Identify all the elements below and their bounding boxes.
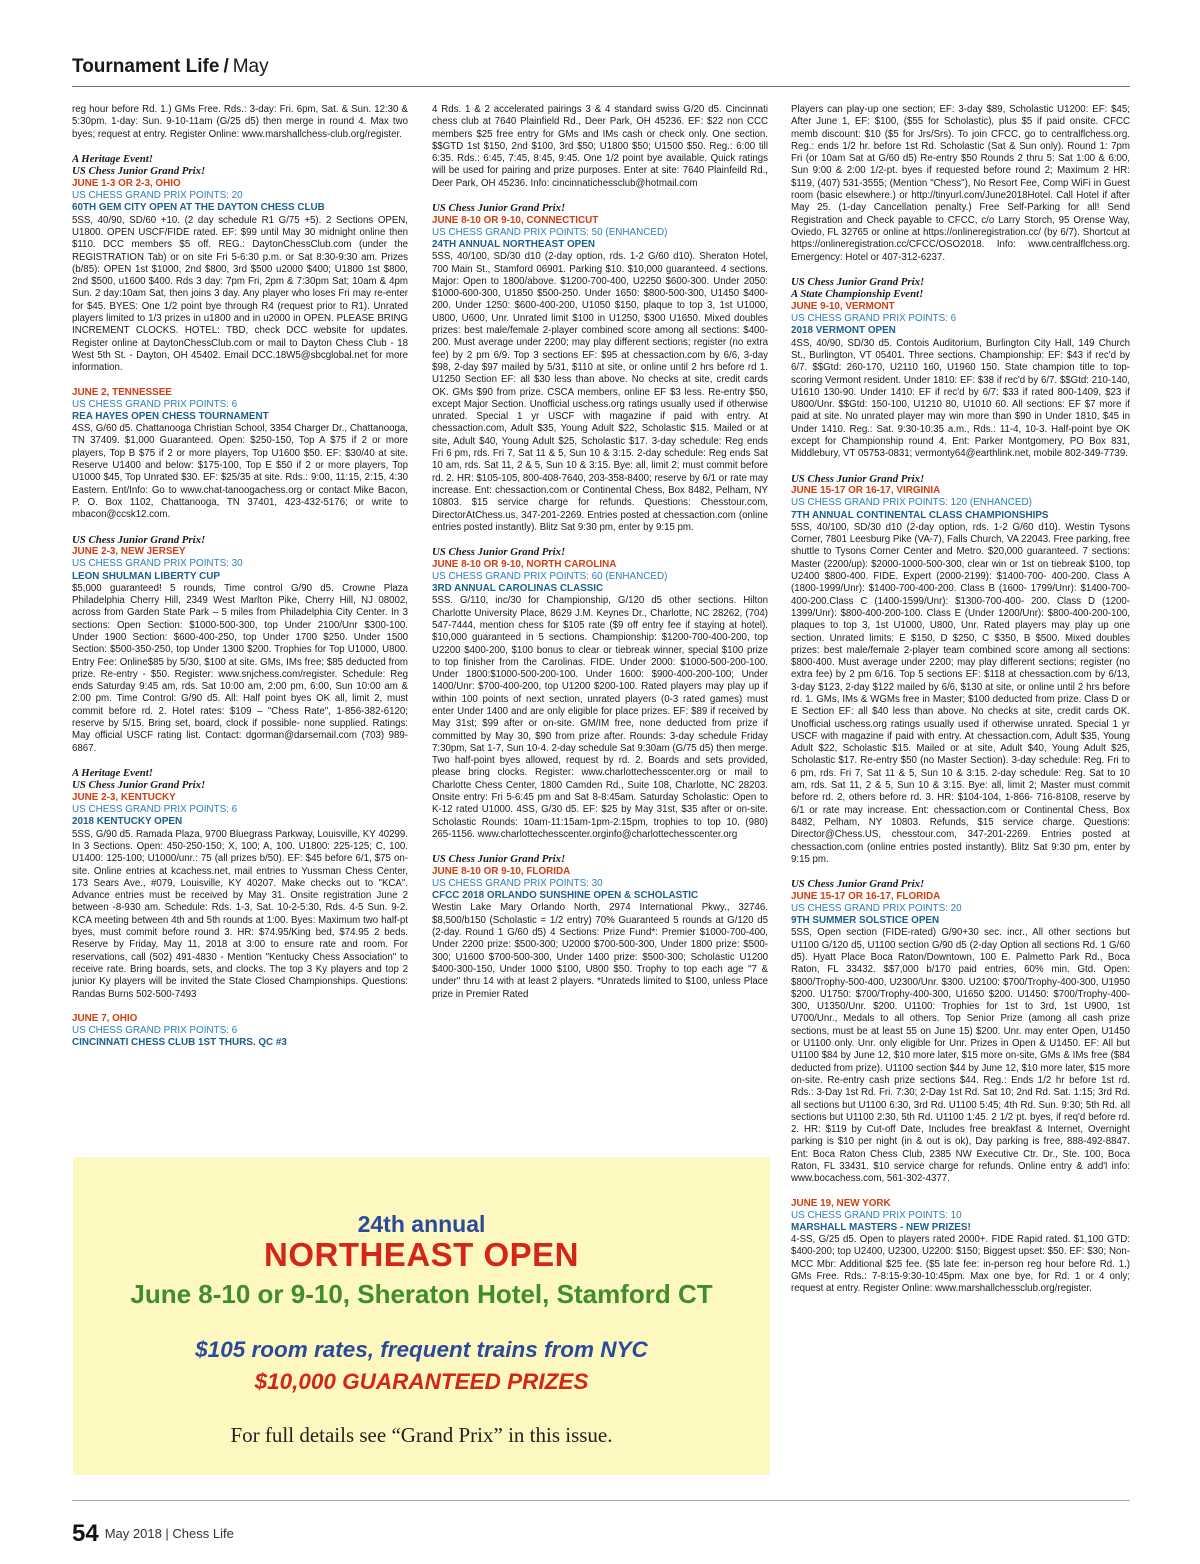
ad-line-3: June 8-10 or 9-10, Sheraton Hotel, Stamford CT xyxy=(130,1279,713,1309)
tournament-entry xyxy=(72,387,408,522)
event-details: 5SS, Open section (FIDE-rated) G/90+30 sec. incr., All other sections but U1100 G/120 d5, U1100 section G/90 d5 (2-day Option all sections Rd. 1 G/60 d5). Hyatt Place Boca Raton/Downtown, 100 E. Palmetto Park Rd., Boca Raton, FL 33432. $$7,000 b/170 paid entries, 60% min. Gtd. Open: $800/Trophy-500-400, U2300/Unr. $300. U2100: $700/Trophy-400-300, U1950 $200. U1750: $700/Trophy-400-300, U1650 $200. U1450: $700/Trophy-400-300, U1350/Unr. $200. U1100: Trophies for 1st to 3rd, 1st U900, 1st U700/Unr., Medals to all others. Top Senior Prize (among all cash prize sections, must be at least 55 on June 15) $200. Unr. may enter Open, U1450 or U1100 only. Unr. only eligible for Unr. Prizes in Open & U1450. EF: All but U1100 $84 by June 12, $10 more later, $15 more on-site, GMs & IMs free ($84 deducted from prize). U1100 section $44 by June 12, $10 more later, $15 more on-site. Re-entry cash prize sections $44. Reg.: Ends 1/2 hr before 1st rd. Rds.: 3-Day 1st Rd. Fri. 7:30; 2-Day 1st Rd. Sat 10; 2nd Rd. Sat. 1:15; 3rd Rd. all sections but U1100 6:30, 3rd Rd. U1100 5:45; 4th Rd. Sun. 9:30; 5th Rd. all sections but U1100 2:30, 5th Rd. U1100 1:45. 2 1/2 pt. byes, if req'd before rd. 2. HR: $119 by Cut-off Date, Includes free breakfast & Internet, Overnight parking is $10 per night (in & out is ok), Day parking is free, 888-492-8847. Ent: Boca Raton Chess Club, 2385 NW Executive Ctr. Dr., Ste. 100, Boca Raton, FL 33431. $10 service charge for refunds. Online entry & add'l info: www.bocachess.com, 561-302-4377. xyxy=(791,927,1130,1185)
event-date: JUNE 2-3, KENTUCKY xyxy=(72,792,176,804)
event-title: 9TH SUMMER SOLSTICE OPEN xyxy=(791,915,940,927)
event-details: 5SS. G/110, inc/30 for Championship, G/120 d5 other sections. Hilton Charlotte University Place, 8629 J.M. Keynes Dr., Charlotte, NC 28262, (704) 547-7444, mention chess for $105 rate ($9 off entry fee if staying at hotel). $10,000 guaranteed in 5 sections. Championship: $1200-700-400-200, top U2200 $400-200, $100 bonus to clear or tiebreak winner, special $100 prize to top finisher from the Carolinas. FIDE. Under 2000: $1000-500-200-100. Under 1800:$1000-500-200-100. Under 1600: $900-400-200-100; Under 1400/Unr: $700-400-200, top U1200 $200-100. Rated players may play up if within 100 points of next section, unrated players (0-3 rated games) must enter Under 1400 and are only eligible for place prizes. EF: $89 if received by May 31st; $99 after or on-site. GM/IM free, none deducted from prize if committed by May 30, $90 from prize after. Rounds: 3-day schedule Friday 7:30pm, Sat 1-7, Sun 10-4. 2-day schedule Sat 9:30am (G/75 d5) then merge. Two half-point byes allowed, request by rd. 2. Boards and sets provided, please bring clocks. Register: www.charlottechesscenter.org or mail to Charlotte Chess Center, 1800 Camden Rd., Suite 108, Charlotte, NC 28203. Onsite entry: Fri 5-6:45 pm and Sat 8-8:45am. Saturday Scholastic: Open to K-12 rated U1000. 4SS, G/30 d5. EF: $25 by May 31st, $35 after or on-site. Scholastic Rounds: 10am-11:15am-1pm-2:15pm, trophies to top 10. (980) 265-1156. www.charlottechesscenter.orginfo@charlottechesscenter.org xyxy=(432,595,768,840)
event-details: 5SS, 40/100, SD/30 d10 (2-day option, rds. 1-2 G/60 d10). Sheraton Hotel, 700 Main St., Stamford 06901. Parking $10. $10,000 guaranteed. 4 sections. Major: Open to 1800/above. $1200-700-400, U2250 $600-300. Under 2050: $1000-600-300, U1850 $500-250. Under 1650: $800-500-300, U1450 $400-200. Under 1250: $600-400-200, U1050 $150, plaque to top 3, 1st U1000, U800, U600, Unr. Unrated limit $100 in U1250, $300 U1650. Mixed doubles prizes: best male/female 2-player combined score among all sections: $400-200. Must average under 2200; may play different sections; register (no extra fee) by 2 pm 6/9. Top 3 sections EF: $95 at chessaction.com by 6/6, 3-day $98, 2-day $97 mailed by 5/31, $110 at site, or online until 2 hrs before rd 1. U1250 Section EF: all $30 less than above. No checks at site, credit cards OK. GMs $90 from prize. CSCA members, online EF $3 less. Re-entry $50, except Major Section. Unofficial uschess.org ratings usually used if otherwise unrated. Special 1 yr USCF with magazine if paid with entry. At chessaction.com, Adult $35, Young Adult $22, Scholastic $15. Mailed or at site, Adult $40, Young Adult $25, Scholastic $17. 3-day schedule: Reg ends Fri 6 pm, rds. Fri 7, Sat 11 & 5, Sun 10 & 3:15. 2-day schedule: Reg ends Sat 10 am, rds. Sat 11, 2 & 5, Sun 10 & 3:15. Bye: all, limit 2; must commit before rd. 2. HR: $105-105, 800-408-7640, 203-358-8400; reserve by 6/1 or rate may increase. Ent: chessaction.com or Continental Chess, Box 8482, Pelham, NY 10803. $15 service charge for refunds. Questions: Chesstour.com, DirectorAtChess.us, 347-201-2269. Entries posted at chessaction.com (online entries posted instantly). Blitz Sat 9:30 pm, enter by 9:15 pm. xyxy=(432,251,768,533)
event-details: 5SS, 40/90, SD/60 +10. (2 day schedule R1 G/75 +5). 2 Sections OPEN, U1800. OPEN USCF/FIDE rated. EF: $99 until May 30 midnight online then $110. DCC members $5 off. REG.: DaytonChessClub.com (under the REGISTRATION Tab) or on site Fri 5-6:30 p.m. or Sat 8:30-9:30 am. Prizes (b/85): OPEN 1st $1000, 2nd $800, 3rd $500 u2000 $400; U1800 1st $800, 2nd $500, u1600 $400. Rds 3 day: 7pm Fri, 2pm & 7:30pm Sat; 10am & 4pm Sun. 2 day:10am Sat, then joins 3 day. Any player who loses Fri may re-enter for $45. BYES: One 1/2 point bye through R4 (request prior to R1). Unrated players limited to 1/3 prizes in u1800 and in u2000 in OPEN. PLEASE BRING INCREMENT CLOCKS. HOTEL: TBD, check DCC website for updates. Register online at DaytonChessClub.com or mail to Dayton Chess Club - 18 West 5th St. - Dayton, OH 45402. Email DCC.18W5@sbcglobal.net for more information. xyxy=(72,214,408,374)
footer-rule xyxy=(72,1500,1130,1501)
event-details: 4SS, 40/90, SD/30 d5. Contois Auditorium, Burlington City Hall, 149 Church St., Burlington, VT 05401. Three sections. Championship: EF: $43 if rec'd by 6/7. $$Gtd: 260-170, U2110 160, U1960 150. State champion title to top-scoring Vermont resident. Under 1810: EF: $38 if rec'd by 6/7. $$Gtd: 210-140, U1610 130-90. Under 1410: EF if rec'd by 6/7: $33 if rated 800-1409, $23 if U800/Unr. $$Gtd: 150-100, U1210 80, U1010 60. All sections: EF $7 more if paid at site. No unrated player may win more than $90 in Under 1810, $45 in Under 1410. Reg.: Sat. 9:30-10:35 a.m., Rds.: 11-4, 10-3. Half-point bye OK except for Championship round 4. Ent: Parker Montgomery, PO Box 831, Middlebury, VT 05753-0831; vermonty64@earthlink.net, mobile 802-349-7739. xyxy=(791,337,1130,460)
event-details: Players can play-up one section; EF: 3-day $89, Scholastic U1200: EF: $45; After June 1, EF: $100, ($55 for Scholastic), plus $5 if paid onsite. CFCC memb discount: $10 ($5 for Jrs/Srs). To join CFCC, go to centralflchess.org. Reg.: ends 1/2 hr. before 1st Rd. Scholastic (Sat & Sun only). Round 1: 7pm Fri (or 10am Sat at G/60 d5) Re-entry $50 Rounds 2 thru 5: Sat 1:00 & 6:00, Sun 9:00 & 2:00 1/2-pt. byes if requested before round 2; Maximum 2 HR: $119, (407) 531-3555; (Mention "Chess"), No Resort Fee, Comp WiFi in Guest room (basic elsewhere.) or http://tinyurl.com/June2018Hotel. Call Hotel if after May 25. (1-day Cancellation penalty.) Free Self-Parking for all! Send Registration and Check payable to CFCC, c/o Larry Storch, 95 Orense Way, Oviedo, FL 32765 or online at https://onlineregistration.cc/ (by 6/7). Shortcut at https://onlineregistration.cc/CFCC/OSO2018. Info: www.centralflchess.org. Emergency: Hotel or 407-312-6237. xyxy=(791,104,1130,263)
tournament-entry xyxy=(432,546,768,841)
grand-prix-points: US CHESS GRAND PRIX POINTS: 6 xyxy=(72,804,238,816)
grand-prix-points: US CHESS GRAND PRIX POINTS: 50 (ENHANCED) xyxy=(432,226,668,238)
footer-info: May 2018 | Chess Life xyxy=(104,1526,234,1541)
event-designation: US Chess Junior Grand Prix! xyxy=(72,165,206,178)
event-details: 5SS, G/90 d5. Ramada Plaza, 9700 Bluegrass Parkway, Louisville, KY 40299. In 3 Sections. Open: 450-250-150; X, 100; A, 100. U1800: 225-125; C, 100. U1400: 125-100; U1000/unr.: 75 (all prizes b/50). EF: $45 before 6/1, $75 on-site. Online entries at kcachess.net, mail entries to Yussman Chess Center, 173 Sears Ave., #079, Louisville, KY 40207. Make checks out to "KCA". Advance entries must be received by May 31. Onsite registration June 2 between -8-930 am. Schedule: Rds. 1-3, Sat. 10-2-5:30, Rds. 4-5 Sun. 9-2. KCA meeting between 4th and 5th rounds at 1:00. Byes: Maximum two half-pt byes, must commit before round 3. HR: $74.95/King bed, $74.95 2 beds. Reserve by Friday, May 11, 2018 at 3:00 to ensure rate and room. For reservations, call (502) 491-4830 - Mention "Kentucky Chess Association" to receive rate. Bring boards, sets, and clocks. The top 3 Ky players and top 2 junior Ky players will be invited the State Closed Championships. Questions: Randas Burns 502-500-7493 xyxy=(72,828,408,1000)
grand-prix-points: US CHESS GRAND PRIX POINTS: 20 xyxy=(72,190,243,202)
northeast-open-ad xyxy=(73,1157,770,1475)
event-date: JUNE 15-17 OR 16-17, VIRGINIA xyxy=(791,485,941,497)
header-rule xyxy=(72,86,1130,87)
tournament-entry xyxy=(791,104,1130,264)
event-title: REA HAYES OPEN CHESS TOURNAMENT xyxy=(72,410,269,422)
grand-prix-points: US CHESS GRAND PRIX POINTS: 6 xyxy=(791,313,957,325)
event-details: reg hour before Rd. 1.) GMs Free. Rds.: 3-day: Fri. 6pm, Sat. & Sun. 12:30 & 5:30pm. 1-day: Sun. 9-10-11am (G/25 d5) then merge in round 4. Max two byes; request at entry. Register Online: www.marshallchess-club.org/register. xyxy=(72,104,408,140)
tournament-entry xyxy=(791,878,1130,1185)
event-designation: A State Championship Event! xyxy=(791,288,924,301)
event-date: JUNE 7, OHIO xyxy=(72,1012,138,1024)
column-3 xyxy=(791,104,1130,1514)
ad-line-1: 24th annual xyxy=(357,1211,486,1237)
event-date: JUNE 8-10 OR 9-10, FLORIDA xyxy=(432,865,571,877)
event-details: 5SS, 40/100, SD/30 d10 (2-day option, rds. 1-2 G/60 d10). Westin Tysons Corner, 7801 Leesburg Pike (VA-7), Falls Church, VA 22043. Free parking, free shuttle to Tysons Corner Center and Metro. $20,000 guaranteed. 7 sections: Master (2200/up): $2000-1000-500-300, clear win or 1st on tiebreak $100, top U2400 $800-400. FIDE. Expert (2000-2199): $1400-700- 400-200. Class A (1800-1999/Unr): $1400-700-400-200. Class B (1600- 1799/Unr): $1400-700-400-200.Class C (1400-1599/Unr): $1300-700-400- 200. Class D (1200-1399/Unr): $800-400-200-100. Class E (Under 1200/Unr): $800-400-200-100, plaques to top 3, 1st U1000, U800, Unr. Rated players may play up one section. Unrated limits: E $150, D $250, C $350, B $500. Mixed doubles prizes: best male/female 2-player team combined score among all sections: $800-400. Must average under 2200; may play different sections; register (no extra fee) by 2 pm 6/16. Top 5 sections EF: $118 at chessaction.com by 6/13, 3-day $123, 2-day $122 mailed by 6/6, $130 at site, or online until 2 hrs before rd. 1. GMs, IMs & WGMs free in Master; $100 deducted from prize. Class D or E Section EF: all $40 less than above. No checks at site, credit cards OK. Unofficial uschess.org ratings usually used if otherwise unrated. Special 1 yr USCF with magazine if paid with entry. At chessaction.com, Adult $35, Young Adult $22, Scholastic $15. Mailed or at site, Adult $40, Young Adult $25, Scholastic $17. Re-entry $50 (no Master Section). 3-day schedule: Reg. Fri to 6 pm, rds. Fri 7, Sat 11 & 5, Sun 10 & 3:15. 2-day schedule: Reg. Sat to 10 am, rds. Sat 11, 2 & 5, Sun 10 & 3:15. Bye: all, limit 2; Master must commit before rd. 2, others before rd. 3. HR: $104-104, 1-866- 716-8108, reserve by 6/1 or rate may increase. Ent: chessaction.com or Continental Chess, Box 8482, Pelham, NY 10803. Refunds, $15 service charge. Questions: Director@Chess.US, chesstour.com, 347-201-2269. Entries posted at chessaction.com (online entries posted instantly). Blitz Sat 9:30 pm, enter by 9:15 pm. xyxy=(791,521,1130,865)
event-date: JUNE 19, NEW YORK xyxy=(791,1197,891,1209)
grand-prix-points: US CHESS GRAND PRIX POINTS: 30 xyxy=(72,558,243,570)
event-designation: US Chess Junior Grand Prix! xyxy=(791,878,925,891)
event-title: MARSHALL MASTERS - NEW PRIZES! xyxy=(791,1221,971,1233)
event-designation: US Chess Junior Grand Prix! xyxy=(432,853,566,866)
event-designation: US Chess Junior Grand Prix! xyxy=(791,472,925,485)
grand-prix-points: US CHESS GRAND PRIX POINTS: 30 xyxy=(432,878,603,890)
column-2 xyxy=(432,104,768,1148)
event-title: CINCINNATI CHESS CLUB 1ST THURS. QC #3 xyxy=(72,1037,287,1049)
tournament-entry xyxy=(432,853,768,1001)
grand-prix-points: US CHESS GRAND PRIX POINTS: 60 (ENHANCED) xyxy=(432,570,668,582)
ad-line-4: $105 room rates, frequent trains from NYC xyxy=(195,1337,648,1362)
event-date: JUNE 2, TENNESSEE xyxy=(72,386,172,398)
event-date: JUNE 1-3 OR 2-3, OHIO xyxy=(72,178,181,190)
event-designation: US Chess Junior Grand Prix! xyxy=(432,546,566,559)
event-title: 60TH GEM CITY OPEN AT THE DAYTON CHESS CLUB xyxy=(72,202,325,214)
column-1 xyxy=(72,104,408,1144)
event-details: 4 Rds. 1 & 2 accelerated pairings 3 & 4 standard swiss G/20 d5. Cincinnati chess club at 7640 Plainfield Rd., Deer Park, OH 45236. EF: $22 non CCC members $25 free entry for GMs and IMs cash or check only. One section. $$GTD 1st $150, 2nd $100, 3rd $50; U1800 $50; U1500 $50. Reg.: 6:00 till 6:35. Rds.: 6:45, 7:45, 8:45, 9:45. One 1/2 point bye available. Quick ratings will be used for pairing and prize purposes. Enter at site: 7640 Plainfeild Rd., Deer Park, OH 45236. Info: cincinnatichessclub@hotmail.com xyxy=(432,104,768,189)
event-date: JUNE 8-10 OR 9-10, NORTH CAROLINA xyxy=(432,558,617,570)
grand-prix-points: US CHESS GRAND PRIX POINTS: 20 xyxy=(791,902,962,914)
event-title: 2018 VERMONT OPEN xyxy=(791,325,896,337)
ad-line-6: For full details see “Grand Prix” in this issue. xyxy=(230,1423,613,1447)
ad-line-5: $10,000 GUARANTEED PRIZES xyxy=(254,1369,589,1394)
event-title: CFCC 2018 ORLANDO SUNSHINE OPEN & SCHOLASTIC xyxy=(432,890,699,902)
grand-prix-points: US CHESS GRAND PRIX POINTS: 120 (ENHANCED) xyxy=(791,497,1032,509)
event-designation: US Chess Junior Grand Prix! xyxy=(72,533,206,546)
event-details: 4SS, G/60 d5. Chattanooga Christian School, 3354 Charger Dr., Chattanooga, TN 37409. $1,000 Guaranteed. Open: $250-150, Top A $75 if 2 or more players, Top B $75 if 2 or more players, Top U1600 $50. EF: $30/40 at site. Reserve U1400 and below: $175-100, Top E $50 if 2 or more players, Top U1000 $45, Top Unrated $30. EF: $25/35 at site. Rds.: 9:00, 11:15, 2:15, 4:30 Eastern. Ent/Info: Go to www.chat-tanoogachess.org or contact Mike Bacon, P. O. Box 1102, Chattanooga, TN 37401, 423-432-5176; or write to mbacon@ccsk12.com. xyxy=(72,423,408,521)
event-date: JUNE 15-17 OR 16-17, FLORIDA xyxy=(791,890,941,902)
tournament-entry xyxy=(432,104,768,190)
tournament-entry xyxy=(791,276,1130,461)
event-designation: US Chess Junior Grand Prix! xyxy=(72,779,206,792)
tournament-entry xyxy=(72,534,408,755)
event-designation: A Heritage Event! xyxy=(72,766,153,779)
event-title: LEON SHULMAN LIBERTY CUP xyxy=(72,570,220,582)
tournament-entry xyxy=(72,1013,408,1050)
event-title: 24TH ANNUAL NORTHEAST OPEN xyxy=(432,239,595,251)
header-slash: / xyxy=(223,56,229,77)
tournament-entry xyxy=(791,473,1130,867)
event-designation: US Chess Junior Grand Prix! xyxy=(432,202,566,215)
page-header xyxy=(72,56,269,78)
event-date: JUNE 9-10, VERMONT xyxy=(791,301,895,313)
event-date: JUNE 2-3, NEW JERSEY xyxy=(72,546,186,558)
tournament-entry xyxy=(791,1198,1130,1296)
grand-prix-points: US CHESS GRAND PRIX POINTS: 6 xyxy=(72,398,238,410)
event-date: JUNE 8-10 OR 9-10, CONNECTICUT xyxy=(432,214,599,226)
tournament-entry xyxy=(432,202,768,534)
page-number: 54 xyxy=(72,1520,99,1547)
tournament-entry xyxy=(72,153,408,375)
tournament-entry xyxy=(72,104,408,141)
grand-prix-points: US CHESS GRAND PRIX POINTS: 6 xyxy=(72,1025,238,1037)
event-details: Westin Lake Mary Orlando North, 2974 International Pkwy., 32746. $8,500/b150 (Scholastic = 1/2 entry) 70% Guaranteed 5 rounds at G/120 d5 (2-day. Round 1 G/60 d5) 4 Sections: Prize Fund*: Premier $1000-700-400, Under 2200 prize: $500-300; U2000 $700-500-300, Under 1800 prize: $500-300; U1600 $700-500-300, Under 1400 prize: $500-300; Scholastic U1200 $400-300-150, Under 1000 $100, U800 $50. Trophy to top each age "7 & under" thru 14 with at least 2 players. *Unrateds limited to $100, unless Place prize in Premier Rated xyxy=(432,902,768,1000)
grand-prix-points: US CHESS GRAND PRIX POINTS: 10 xyxy=(791,1209,962,1221)
event-title: 7TH ANNUAL CONTINENTAL CLASS CHAMPIONSHIPS xyxy=(791,509,1049,521)
header-month: May xyxy=(232,56,269,77)
event-designation: A Heritage Event! xyxy=(72,152,153,165)
event-title: 3RD ANNUAL CAROLINAS CLASSIC xyxy=(432,583,604,595)
page-footer xyxy=(72,1520,234,1548)
event-details: 4-SS, G/25 d5. Open to players rated 2000+. FIDE Rapid rated. $1,100 GTD: $400-200; top U2400, U2300, U2200: $150; Biggest upset: $50. EF: $30; Non-MCC Mbr: Additional $25 fee. ($5 late fee: in-person reg hour before Rd. 1.) GMs Free. Rds.: 7-8:15-9:30-10:45pm. Max one bye, for Rd. 1 or 4 only; request at entry. Register Online: www.marshallchessclub.org/register. xyxy=(791,1234,1130,1295)
event-title: 2018 KENTUCKY OPEN xyxy=(72,816,183,828)
ad-line-2: NORTHEAST OPEN xyxy=(263,1236,580,1273)
event-designation: US Chess Junior Grand Prix! xyxy=(791,275,925,288)
event-details: $5,000 guaranteed! 5 rounds, Time control G/90 d5. Crowne Plaza Philadelphia Cherry Hill, 2349 West Marlton Pike, Cherry Hill, NJ 08002, across from Garden State Park – 5 miles from Philadelphia City Center. In 3 sections: Open Section: $1000-500-300, top Under 2100/Unr $300-100. Under 1900 Section: $600-400-250, top Under 1700 $250. Under 1500 Section: $500-350-250, top Under 1300 $200. Trophies for Top U1000, U800. Entry Fee: Online$85 by 5/30, $100 at site. GMs, IMs free; $85 deducted from prize. Re-entry - $50. Register: www.snjchess.com/register. Schedule: Reg ends Saturday 9:45 am, rds. Sat 10:00 am, 2:00 pm, 6:00, Sun 10:00 am & 2:00 pm. Time Control: G/90 d5. All: Half point byes OK all, limit 2, must commit before rd. 2. Hotel rates: $109 – "Chess Rate", 1-856-382-6120; reserve by 5/15. Bring set, board, clock if possible- none supplied. Ratings: May official USCF rating list. Contact: dgorman@darsemail.com (703) 989-6867. xyxy=(72,582,408,754)
tournament-entry xyxy=(72,767,408,1001)
section-title: Tournament Life xyxy=(72,56,220,77)
